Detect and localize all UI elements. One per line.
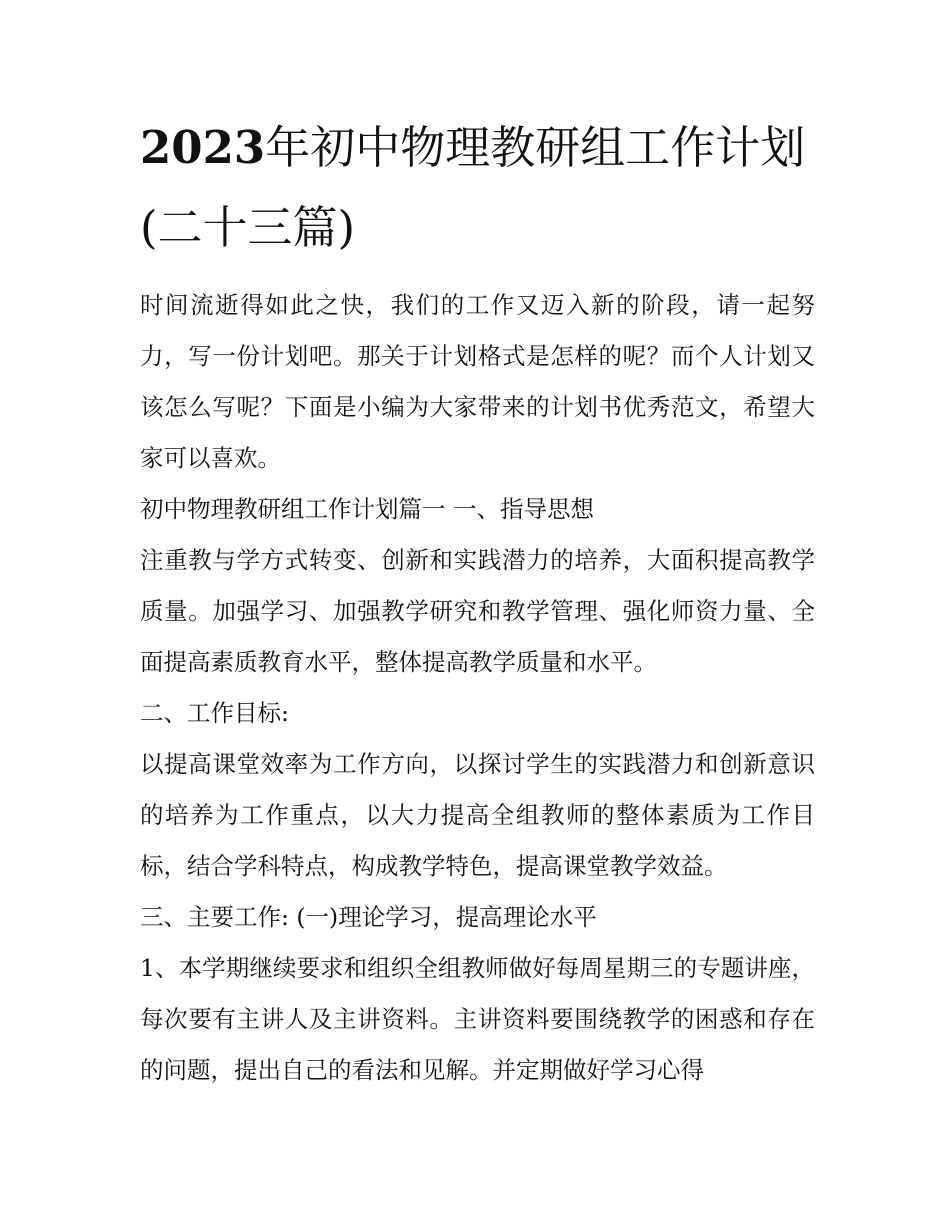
section-heading-guiding-thought: 初中物理教研组工作计划篇一 一、指导思想 (140, 495, 594, 523)
document-body (140, 108, 815, 1096)
title-year: 2023 (140, 121, 266, 174)
intro-paragraph: 时间流逝得如此之快，我们的工作又迈入新的阶段，请一起努力，写一份计划吧。那关于计划格式是怎样的呢？而个人计划又该怎么写呢？下面是小编为大家带来的计划书优秀范文，希望大家可以喜欢。 (140, 291, 815, 472)
main-work-item-1: 1、本学期继续要求和组织全组教师做好每周星期三的专题讲座，每次要有主讲人及主讲资料。主讲资料要围绕教学的困惑和存在的问题，提出自己的看法和见解。并定期做好学习心得 (140, 954, 815, 1084)
section-heading-work-goals: 二、工作目标: (140, 699, 289, 727)
document-title (140, 108, 815, 268)
title-text: 年初中物理教研组工作计划(二十三篇) (140, 121, 806, 254)
guiding-thought-paragraph: 注重教与学方式转变、创新和实践潜力的培养，大面积提高教学质量。加强学习、加强教学研究和教学管理、强化师资力量、全面提高素质教育水平，整体提高教学质量和水平。 (140, 546, 815, 676)
section-heading-main-work: 三、主要工作: (一)理论学习，提高理论水平 (140, 903, 597, 931)
work-goals-paragraph: 以提高课堂效率为工作方向，以探讨学生的实践潜力和创新意识的培养为工作重点，以大力提高全组教师的整体素质为工作目标，结合学科特点，构成教学特色，提高课堂教学效益。 (140, 750, 815, 880)
